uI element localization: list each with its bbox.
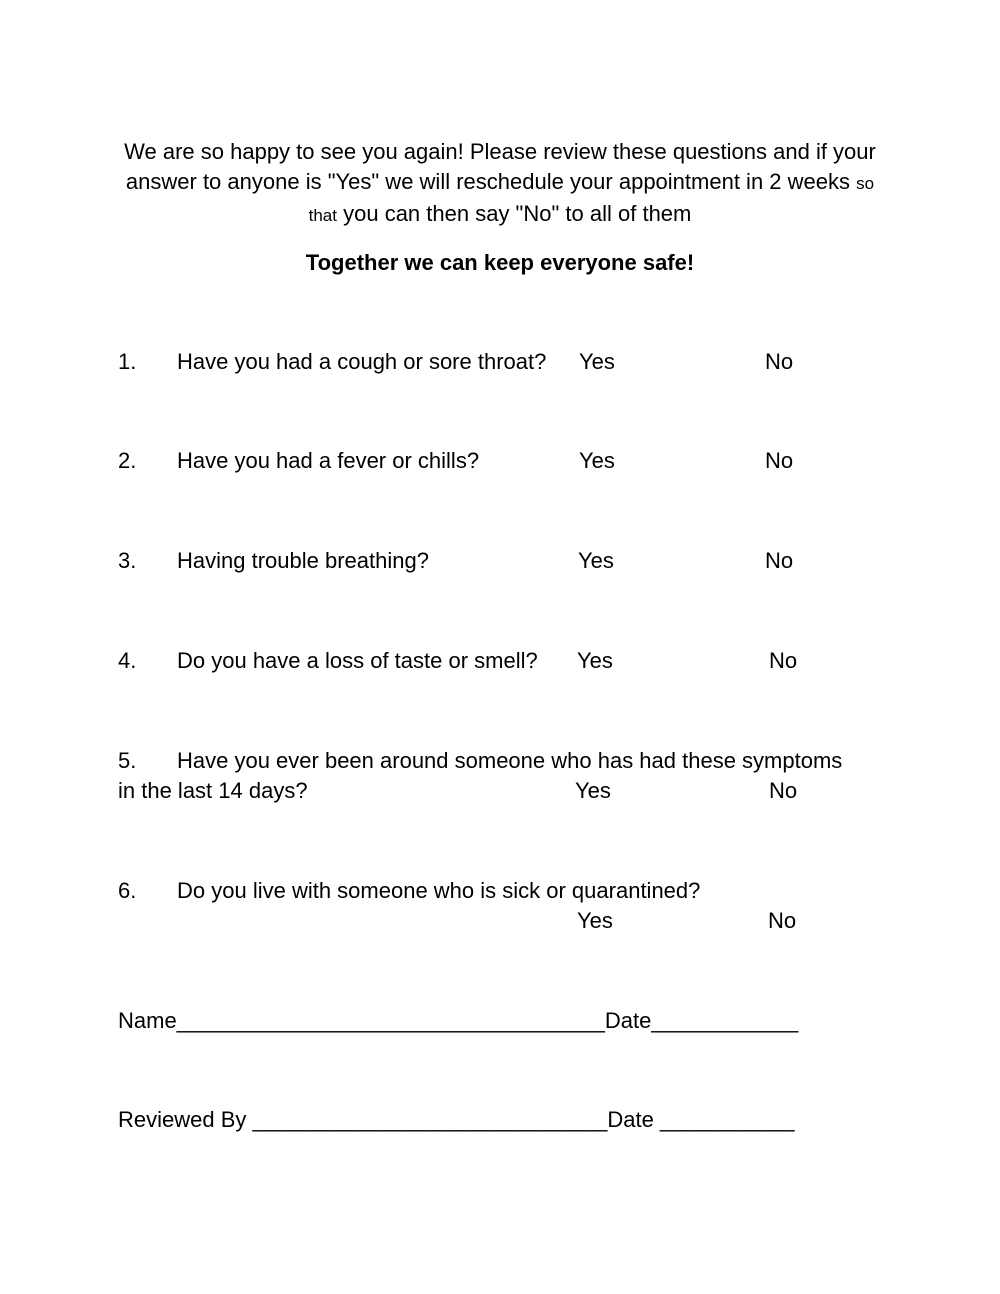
no-option[interactable]: No	[765, 448, 794, 473]
question-number: 4.	[118, 648, 137, 673]
intro-text-end: you can then say "No" to all of them	[343, 201, 692, 226]
no-option[interactable]: No	[769, 648, 798, 673]
reviewed-by-date-line[interactable]: Reviewed By _____________________________Date ___________	[118, 1107, 795, 1132]
yes-option[interactable]: Yes	[579, 349, 615, 374]
question-number: 2.	[118, 448, 137, 473]
intro-paragraph	[120, 137, 880, 231]
question-text: Do you have a loss of taste or smell?	[177, 648, 538, 673]
question-number: 5.	[118, 748, 137, 773]
no-option[interactable]: No	[769, 778, 798, 803]
tagline: Together we can keep everyone safe!	[305, 250, 695, 275]
yes-option[interactable]: Yes	[577, 648, 613, 673]
question-number: 6.	[118, 878, 137, 903]
question-text: Having trouble breathing?	[177, 548, 429, 573]
no-option[interactable]: No	[765, 548, 794, 573]
no-option[interactable]: No	[768, 908, 797, 933]
yes-option[interactable]: Yes	[575, 778, 611, 803]
question-text: Have you had a cough or sore throat?	[177, 349, 547, 374]
name-date-line[interactable]: Name___________________________________Date____________	[118, 1008, 799, 1033]
intro-text-small: so that	[308, 174, 875, 225]
no-option[interactable]: No	[765, 349, 794, 374]
question-number: 1.	[118, 349, 137, 374]
intro-text-main: We are so happy to see you again! Please review these questions and if your answer to anyone is "Yes" we will reschedule your appointment in 2 weeks	[124, 139, 876, 194]
question-text: Have you had a fever or chills?	[177, 448, 480, 473]
yes-option[interactable]: Yes	[577, 908, 613, 933]
yes-option[interactable]: Yes	[578, 548, 614, 573]
yes-option[interactable]: Yes	[579, 448, 615, 473]
question-number: 3.	[118, 548, 137, 573]
question-text: Have you ever been around someone who has had these symptoms	[177, 748, 843, 773]
question-5-continuation: in the last 14 days?	[118, 778, 308, 803]
question-text: Do you live with someone who is sick or quarantined?	[177, 878, 701, 903]
